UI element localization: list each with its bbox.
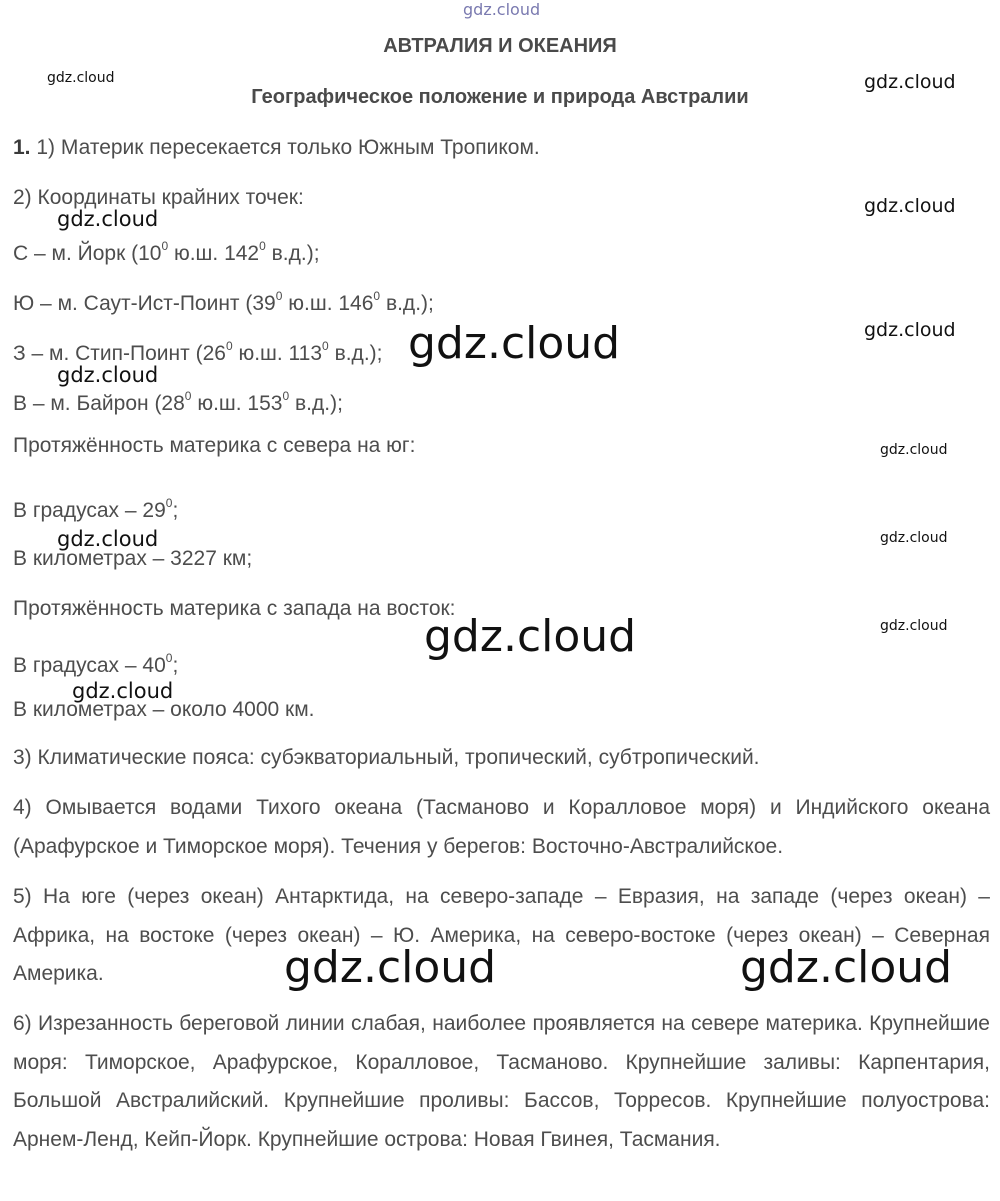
degree-mark: 0	[282, 389, 290, 403]
text-line	[13, 136, 540, 160]
degree-mark: 0	[165, 651, 173, 665]
degree-mark: 0	[259, 239, 266, 253]
degree-mark: 0	[373, 289, 381, 303]
text-line	[13, 336, 382, 366]
line-text: В градусах – 40	[13, 654, 166, 677]
degree-mark: 0	[275, 289, 283, 303]
text-line	[13, 236, 320, 266]
line-text: С – м. Йорк (10	[13, 242, 162, 265]
task-number: 1.	[13, 136, 31, 159]
line-text: ю.ш. 153	[191, 392, 283, 415]
text-line	[13, 698, 315, 722]
line-text: Протяжённость материка с севера на юг:	[13, 434, 416, 457]
line-text: Протяжённость материка с запада на восток:	[13, 597, 456, 620]
text-line	[13, 648, 178, 678]
paragraph: 6) Изрезанность береговой линии слабая, наиболее проявляется на севере материка. Крупнейшие моря: Тиморское, Арафурское, Коралловое, Тасманово. Крупнейшие заливы: Карпентария, Большой Австралийский. Крупнейшие проливы: Бассов, Торресов. Крупнейшие полуострова: Арнем-Ленд, Кейп-Йорк. Крупнейшие острова: Новая Гвинея, Тасмания.	[13, 1012, 990, 1151]
line-text: Ю – м. Саут-Ист-Поинт (39	[13, 292, 276, 315]
line-text: в.д.);	[328, 342, 383, 365]
line-text: ю.ш. 146	[282, 292, 374, 315]
watermark: gdz.cloud	[864, 319, 956, 341]
watermark: gdz.cloud	[740, 942, 953, 993]
degree-mark: 0	[161, 239, 169, 253]
watermark: gdz.cloud	[57, 363, 159, 387]
line-text: В километрах – около 4000 км.	[13, 698, 315, 721]
text-line	[13, 386, 343, 416]
line-text: В – м. Байрон (28	[13, 392, 185, 415]
line-text: 3) Климатические пояса: субэкваториальный, тропический, субтропический.	[13, 746, 760, 769]
paragraph: 4) Омывается водами Тихого океана (Тасманово и Коралловое моря) и Индийского океана (Арафурское и Тиморское моря). Течения у берегов: Восточно-Австралийское.	[13, 796, 990, 858]
watermark: gdz.cloud	[463, 0, 541, 19]
watermark: gdz.cloud	[47, 70, 115, 86]
line-text: В градусах – 29	[13, 499, 166, 522]
page-title: АВТРАЛИЯ И ОКЕАНИЯ	[383, 35, 617, 57]
text-line	[13, 547, 252, 571]
watermark: gdz.cloud	[284, 942, 497, 993]
line-text: 1) Материк пересекается только Южным Тропиком.	[36, 136, 540, 159]
watermark: gdz.cloud	[424, 611, 637, 662]
text-line	[13, 434, 415, 458]
watermark: gdz.cloud	[880, 618, 948, 634]
degree-mark: 0	[165, 496, 173, 510]
line-text: в.д.);	[289, 392, 343, 415]
degree-mark: 0	[225, 339, 233, 353]
watermark: gdz.cloud	[864, 195, 956, 217]
degree-mark: 0	[322, 339, 329, 353]
line-text: З – м. Стип-Поинт (26	[13, 342, 226, 365]
watermark: gdz.cloud	[57, 207, 159, 231]
text-line	[13, 746, 760, 770]
paragraph: 5) На юге (через океан) Антарктида, на северо-западе – Евразия, на западе (через океан) – Африка, на востоке (через океан) – Ю. Америка, на северо-востоке (через океан) – Северная Америка.	[13, 885, 990, 985]
line-text: 2) Координаты крайних точек:	[13, 186, 304, 209]
text-line	[13, 493, 178, 523]
watermark: gdz.cloud	[880, 530, 948, 546]
line-text: ;	[172, 499, 179, 522]
watermark: gdz.cloud	[72, 679, 174, 703]
page-subtitle: Географическое положение и природа Австралии	[251, 86, 749, 108]
line-text: ю.ш. 142	[168, 242, 260, 265]
watermark: gdz.cloud	[880, 442, 948, 458]
degree-mark: 0	[184, 389, 192, 403]
watermark: gdz.cloud	[408, 318, 621, 369]
text-line	[13, 286, 434, 316]
text-line	[13, 186, 304, 210]
watermark: gdz.cloud	[57, 527, 159, 551]
line-text: В километрах – 3227 км;	[13, 547, 253, 570]
text-line	[13, 597, 456, 621]
line-text: в.д.);	[380, 292, 434, 315]
line-text: ;	[172, 654, 179, 677]
watermark: gdz.cloud	[864, 71, 956, 93]
line-text: ю.ш. 113	[232, 342, 323, 365]
line-text: в.д.);	[265, 242, 320, 265]
